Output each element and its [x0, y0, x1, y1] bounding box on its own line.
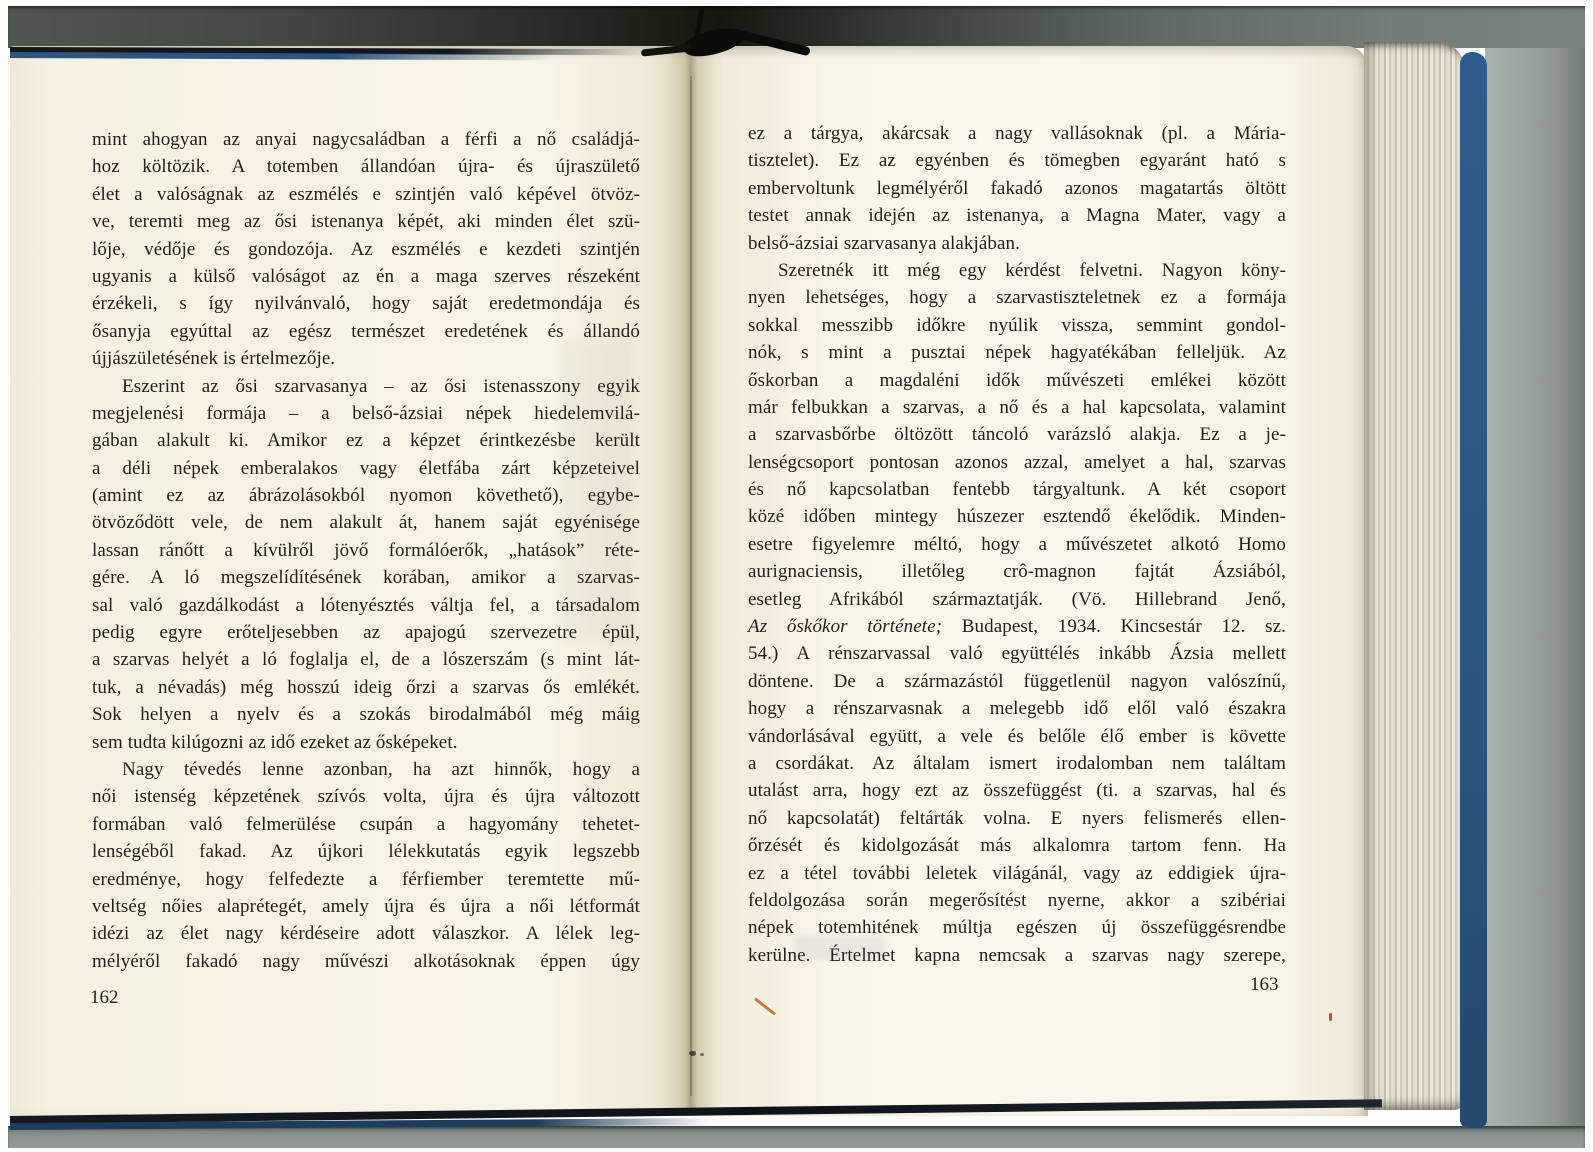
text-line: a déli népek emberalakos vagy életfába zárt képzeteivel	[92, 457, 640, 479]
ink-show-through	[795, 936, 885, 960]
open-book-pages	[10, 46, 1368, 1116]
left-page-text	[92, 126, 640, 975]
bookmark-tail	[733, 29, 811, 57]
text-line: lenségcsoport pontosan azonos azzal, amelyet a hal, szarvas	[748, 451, 1286, 473]
text-line: ugyanis a külső valóságot az én a maga szerves részeként	[92, 265, 640, 287]
italic-book-title: Az őskőkor története;	[748, 616, 943, 638]
bookmark-strand	[641, 44, 691, 56]
text-line: gában alakult ki. Amikor ez a képzet érintkezésbe került	[92, 430, 640, 452]
text-line: kerülne. Értelmet kapna nemcsak a szarvas nagy szerepe,	[748, 944, 1286, 966]
book-cover-right-edge	[1460, 52, 1487, 1128]
left-page-number: 162	[90, 987, 119, 1008]
paper-scratch	[1329, 1013, 1332, 1021]
text-line: nók, s mint a pusztai népek hagyatékában felleljük. Az	[748, 342, 1286, 364]
text-line: formában való felmerülése csupán a hagyomány tehetet-	[92, 813, 640, 835]
page-stack-edge	[1364, 42, 1464, 1110]
text-line: női istenség képzetének szívós volta, újra és újra változott	[92, 786, 640, 808]
text-line: ez a tárgya, akárcsak a nagy vallásoknak (pl. a Mária-	[748, 123, 1286, 144]
text-line: belső-ázsiai szarvasanya alakjában.	[748, 232, 1021, 254]
text-line: esetleg Afrikából származtatják. (Vö. Hillebrand Jenő,	[748, 588, 1286, 610]
text-line: sem tudta kilúgozni az idő ezeket az ősképeket.	[92, 731, 458, 753]
text-line: hoz költözik. A totemben állandóan újra- és újraszülető	[92, 156, 640, 178]
text-line: vándorlásával együtt, a vele és belőle élő ember is követte	[748, 725, 1286, 747]
text-segment: Budapest, 1934. Kincsestár 12. sz.	[942, 616, 1286, 638]
text-line: élet a valóságnak az eszmélés e szintjén való képével ötvöz-	[92, 183, 640, 205]
text-line: embervoltunk legmélyéről fakadó azonos magatartás öltött	[748, 177, 1286, 199]
dust-speck	[700, 1053, 704, 1056]
scanner-background-bottom	[8, 1126, 1585, 1148]
text-line: esetre figyelemre méltó, hogy a művészetet alkotó Homo	[748, 533, 1286, 555]
bookmark-ribbon	[635, 10, 815, 65]
ink-show-through	[560, 340, 630, 640]
text-line: (amint ez az ábrázolásokból nyomon követhető), egybe-	[92, 485, 640, 507]
text-line: a szarvas helyét a ló foglalja el, de a lószerszám (s mint lát-	[92, 649, 640, 671]
text-line: ötvöződött vele, de nem alakult át, hanem saját egyénisége	[92, 512, 640, 534]
text-line: tisztelet). Ez az egyénben és tömegben egyaránt ható s	[748, 150, 1286, 172]
bookmark-knot	[681, 21, 747, 63]
text-line: feldolgozása során megerősítést nyerne, akkor a szibériai	[748, 889, 1286, 911]
text-line: Szeretnék itt még egy kérdést felvetni. Nagyon köny-	[778, 259, 1286, 281]
text-line: lője, védője és gondozója. Az eszmélés e kezdeti szintjén	[92, 238, 640, 260]
text-line: tuk, a névadás) még hosszú ideig őrzi a szarvas ős emlékét.	[92, 676, 640, 698]
text-line: mint ahogyan az anyai nagycsaládban a férfi a nő családjá-	[92, 129, 640, 150]
text-line: nyen lehetséges, hogy a szarvastiszteletnek ez a formája	[748, 287, 1286, 309]
text-line: őrzését és kidolgozását más alkalomra tartom fenn. Ha	[748, 835, 1286, 857]
text-line: gére. A ló megszelídítésének korában, amikor a szarvas-	[92, 567, 640, 589]
text-line: pedig egyre erőteljesebben az apajogú szervezetre épül,	[92, 622, 640, 644]
text-line: aurignaciensis, illetőleg crô-magnon fajtát Ázsiából,	[748, 561, 1286, 583]
text-line: Nagy tévedés lenne azonban, ha azt hinnők, hogy a	[122, 758, 640, 780]
text-line: nő kapcsolatát) feltárták volna. E nyers felismerés ellen-	[748, 807, 1286, 829]
text-line: ve, teremti meg az ősi istenanya képét, aki minden élet szü-	[92, 211, 640, 233]
right-page-text	[748, 120, 1286, 969]
text-line: ősanyja egyúttal az egész természet eredetének és állandó	[92, 320, 640, 342]
book-gutter-crease	[690, 76, 692, 1096]
text-line: sokkal messzibb időkre nyúlik vissza, semmint gondol-	[748, 314, 1286, 336]
text-line: ez a tétel további leletek világánál, vagy az eddigiek újra-	[748, 862, 1286, 884]
text-line: mélyéről fakadó nagy művészi alkotásoknak éppen úgy	[92, 950, 640, 972]
text-line: lassan ránőtt a kívülről jövő formálóerők, „hatások” réte-	[92, 539, 640, 561]
dust-speck	[689, 1051, 696, 1056]
text-line: döntene. De a származástól függetlenül nagyon valószínű,	[748, 670, 1286, 692]
text-line: Eszerint az ősi szarvasanya – az ősi istenasszony egyik	[122, 375, 640, 397]
text-line: sal való gazdálkodást a lótenyésztés váltja fel, a társadalom	[92, 594, 640, 616]
text-line: megjelenési formája – a belső-ázsiai népek hiedelemvilá-	[92, 402, 640, 424]
text-line: hogy a rénszarvasnak a melegebb idő elől való északra	[748, 698, 1286, 720]
text-line: közé időben mintegy húszezer esztendő ékelődik. Minden-	[748, 506, 1286, 528]
text-line: 54.) A rénszarvassal való együttélés inkább Ázsia mellett	[748, 643, 1286, 665]
text-line: Sok helyen a nyelv és a szokás birodalmából még máig	[92, 704, 640, 726]
text-line: utalást arra, hogy ezt az összefüggést (ti. a szarvas, hal és	[748, 780, 1286, 802]
text-line: lenségéből fakad. Az újkori lélekkutatás egyik legszebb	[92, 841, 640, 863]
text-line: eredménye, hogy felfedezte a férfiember teremtette mű-	[92, 868, 640, 890]
text-line: és nő kapcsolatban fentebb tárgyaltunk. A két csoport	[748, 479, 1286, 501]
text-line: testet annak idején az istenanya, a Magna Mater, vagy a	[748, 205, 1286, 227]
text-line: a szarvasbőrbe öltözött táncoló varázsló alakja. Ez a je-	[748, 424, 1286, 446]
text-line: őskorban a magdaléni idők művészeti emlékei között	[748, 369, 1286, 391]
text-line: veltség nőies alaprétegét, amely újra és újra a női létformát	[92, 895, 640, 917]
text-line	[748, 613, 1286, 640]
text-line: újjászületésének is értelmezője.	[92, 348, 336, 370]
text-line: a csordákat. Az általam ismert irodalomban nem találtam	[748, 752, 1286, 774]
text-line: idézi az élet nagy kérdéseire adott válaszkor. A lélek leg-	[92, 923, 640, 945]
text-line: érzékeli, s így nyilvánvaló, hogy saját eredetmondája és	[92, 293, 640, 315]
text-line: népek totemhitének múltja egészen új összefüggésrendbe	[748, 917, 1286, 939]
right-page-number: 163	[1250, 974, 1279, 995]
scanner-background-right	[1485, 6, 1585, 1148]
text-line: már felbukkan a szarvas, a nő és a hal kapcsolata, valamint	[748, 396, 1286, 418]
